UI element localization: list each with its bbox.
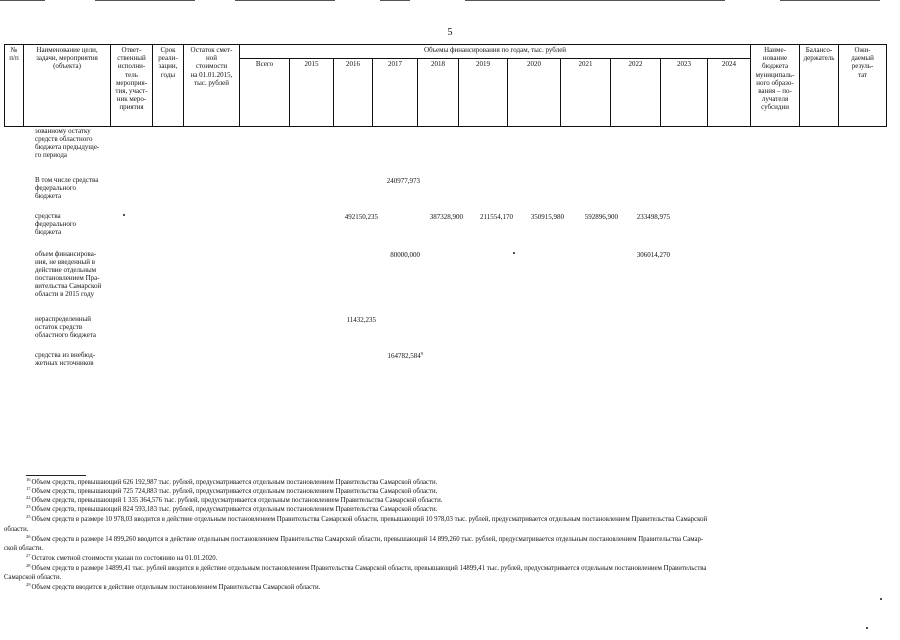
footnote-text: Объем средств, превышающий 725 724,883 тыс. рублей, предусматривается отдельным постановлением Правительства Самарской области. (31, 488, 438, 495)
cell-value-2020: 350915,980 (530, 213, 564, 221)
footnote-text: Объем средств в размере 14 899,260 вводится в действие отдельным постановлением Правительства Самарской области, превышающий 14 899,260 тыс. рублей, предусматривается отдельным постановлением Правительства Самар- (31, 536, 704, 543)
footnote-continuation: области. (4, 526, 29, 533)
row-label: средства из внебюд- жетных источников (35, 351, 96, 368)
footnote-mark: 25 (26, 514, 31, 519)
cell-value-2019: 211554,170 (480, 213, 513, 221)
col-year: 2021 (561, 59, 611, 127)
footnote (26, 478, 437, 487)
col-year: 2017 (373, 59, 418, 127)
col-num: № п/п (5, 45, 24, 127)
footnote (26, 583, 320, 592)
row-label: объем финансирова- ния, не введенный в действие отдельным постановлением Пра- вительства Самарской области в 2015 году (35, 250, 102, 299)
footnote-text: Объем средств, превышающий 824 593,183 тыс. рублей, предусматривается отдельным постановлением Правительства Самарской области. (31, 506, 438, 513)
col-total: Всего (240, 59, 290, 127)
footnote-mark: 28 (26, 563, 31, 568)
row-label: зованному остатку средств областного бюджета предыдуще- го периода (35, 127, 100, 160)
footnote-text: Объем средств в размере 14899,41 тыс. рублей вводится в действие отдельным постановлением Правительства Самарской области, превышающий 14899,41 тыс. рублей, предусматривается отдельным постановлением Правительства (31, 565, 707, 572)
scan-speck (866, 627, 868, 629)
col-year: 2015 (290, 59, 334, 127)
footnote-text: Объем средств, превышающий 626 192,987 тыс. рублей, предусматривается отдельным постановлением Правительства Самарской области. (31, 479, 438, 486)
footnote-continuation: Самарской области. (4, 574, 62, 581)
col-name: Наименование цели, задачи, мероприятия (объекта) (24, 45, 111, 127)
page-number: 5 (447, 27, 453, 38)
footnote-mark: 29 (26, 582, 31, 587)
cell-value-2022: 233498,975 (636, 213, 670, 221)
col-volumes-group: Объемы финансирования по годам, тыс. рублей (240, 45, 751, 59)
footnote (26, 515, 707, 524)
cell-value-2016: 492150,235 (344, 213, 378, 221)
footnote-mark: 9 (420, 351, 423, 356)
col-period: Срок реали- зации, годы (153, 45, 184, 127)
footnote-mark: 16 (26, 477, 31, 482)
cell-value-2022: 306014,270 (636, 251, 670, 259)
footnote-text: Объем средств, превышающий 1 335 364,576 тыс. рублей, предусматривается отдельным постановлением Правительства Самарской области. (31, 497, 443, 504)
col-expected: Ожи- даемый резуль- тат (839, 45, 887, 127)
cell-value-2017: 240977,973 (386, 177, 420, 185)
footnote-mark: 23 (26, 504, 31, 509)
col-holder: Балансо- держатель (800, 45, 839, 127)
scan-speck (880, 598, 882, 600)
footnote-mark: 26 (26, 534, 31, 539)
cell-value-2017: 80000,000 (390, 251, 420, 259)
footnote (26, 505, 437, 514)
footnote (26, 535, 703, 544)
col-year: 2020 (508, 59, 561, 127)
cell-value-2016: 11432,235 (346, 316, 376, 324)
footnote (26, 564, 706, 573)
cell-value-2017 (340, 352, 423, 360)
cell-value-2021: 592896,900 (584, 213, 618, 221)
footnote-text: Остаток сметной стоимости указан по состоянию на 01.01.2020. (31, 555, 218, 562)
footnote-text: Объем средств вводится в действие отдельным постановлением Правительства Самарской области. (31, 584, 321, 591)
col-municipality: Наиме- нование бюджета муниципаль- ного образо- вания – по- лучателя субсидии (751, 45, 800, 127)
footnote-separator (26, 475, 86, 476)
footnote-text: Объем средств в размере 10 978,03 вводится в действие отдельным постановлением Правительства Самарской области, превышающий 10 978,03 тыс. рублей, предусматривается отдельным постановлением Правительства Самарской (31, 516, 708, 523)
footnote (26, 487, 437, 496)
row-label: нераспределенный остаток средств областного бюджета (35, 315, 96, 340)
col-year: 2023 (661, 59, 708, 127)
cell-value-2018: 387328,900 (429, 213, 463, 221)
footnote-mark: 17 (26, 486, 31, 491)
col-remaining: Остаток смет- ной стоимости на 01.01.2015, тыс. рублей (184, 45, 240, 127)
col-responsible: Ответ- ственный исполни- тель мероприя- тия, участ- ник меро- приятия (111, 45, 153, 127)
col-year: 2016 (334, 59, 373, 127)
scan-speck (513, 252, 515, 254)
col-year: 2019 (459, 59, 508, 127)
footnote-continuation: ской области. (4, 545, 44, 552)
col-year: 2018 (418, 59, 459, 127)
row-label: В том числе средства федерального бюджета (35, 176, 99, 201)
footnote (26, 496, 442, 505)
row-label: средства федерального бюджета (35, 212, 77, 237)
col-year: 2024 (708, 59, 751, 127)
footnote-mark: 22 (26, 495, 31, 500)
footnote-mark: 27 (26, 553, 31, 558)
scan-speck (123, 214, 125, 216)
footnote (26, 554, 217, 563)
value-text: 164782,584 (387, 352, 421, 360)
col-year: 2022 (611, 59, 661, 127)
